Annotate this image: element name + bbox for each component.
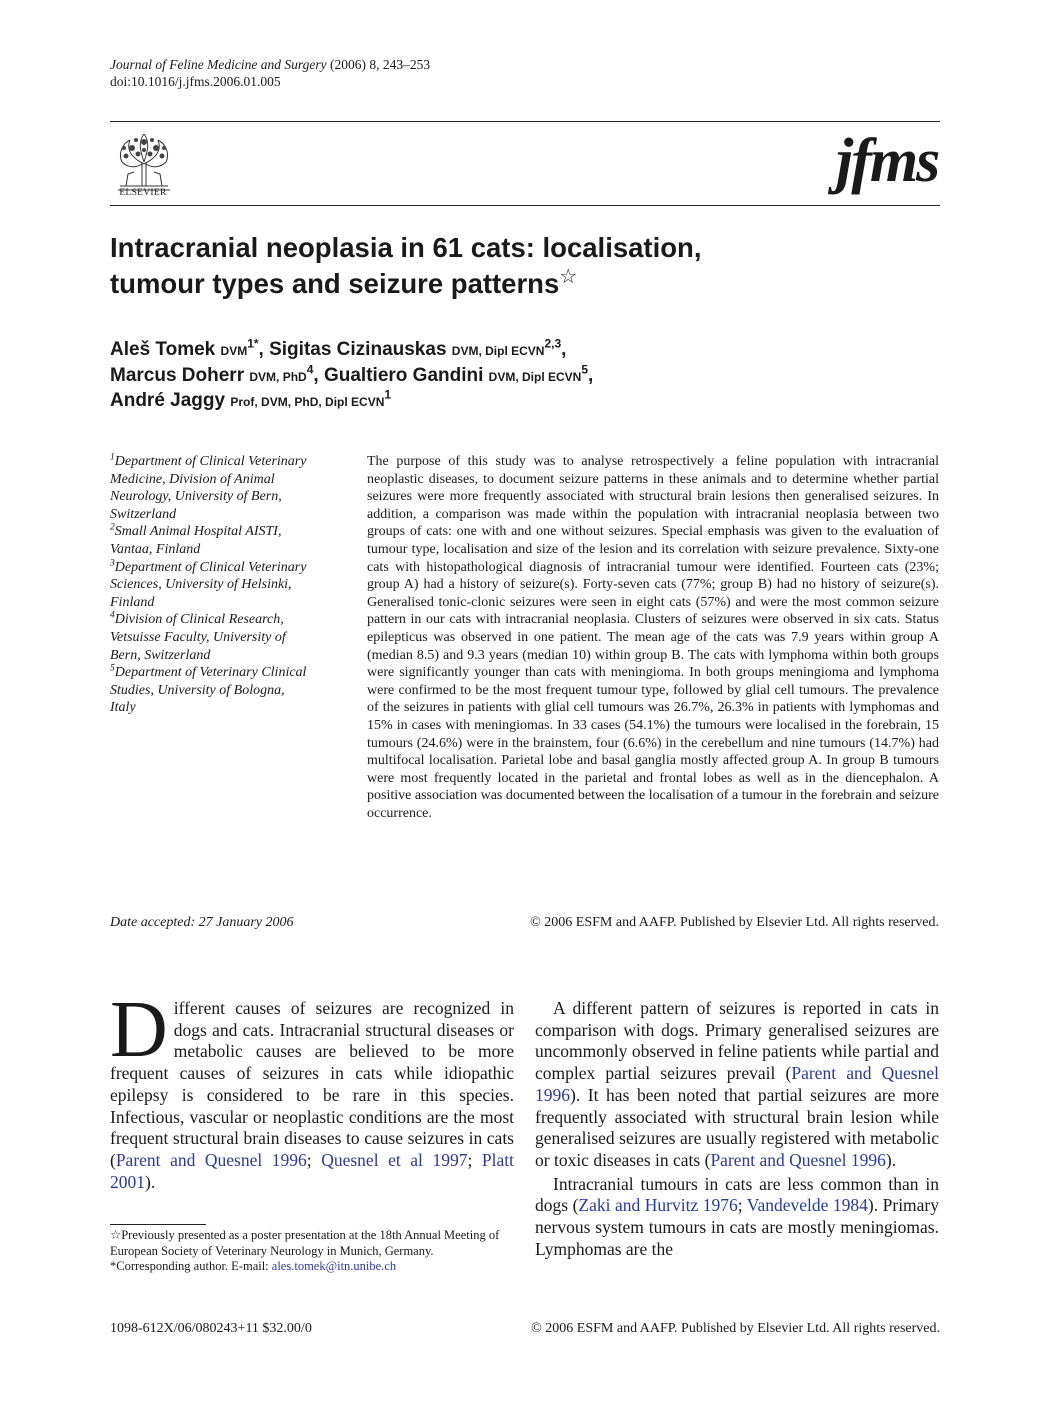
author-affiliation-sup[interactable]: 1 xyxy=(384,387,392,402)
citation-link[interactable]: Platt 2001 xyxy=(110,1149,514,1192)
citation-link[interactable]: Zaki and Hurvitz 1976 xyxy=(578,1195,738,1216)
author-name: Sigitas Cizinauskas xyxy=(269,339,447,360)
doi[interactable]: doi:10.1016/j.jfms.2006.01.005 xyxy=(110,74,281,89)
journal-reference xyxy=(110,56,430,90)
author-affiliation-sup[interactable]: 5 xyxy=(581,362,589,377)
footnote-star: ☆ xyxy=(110,1228,122,1242)
title-line-1: Intracranial neoplasia in 61 cats: localisation, xyxy=(110,232,702,263)
footnote-rule xyxy=(110,1224,206,1225)
author-name: André Jaggy xyxy=(110,390,226,411)
author-list: Aleš Tomek $DVM^{1*}$, Sigitas Cizinauskas DVM, Dipl ECVN$^{2,3}$, Marcus Doherr DVM, PhD$^4$, Gualtiero Gandini DVM, Dipl ECVN$^5$, André Jaggy Prof, DVM, PhD, Dipl ECVN$^1$ xyxy=(110,336,594,411)
affiliation-item: $^4$Division of Clinical Research, xyxy=(110,610,284,628)
body-column-left xyxy=(110,986,514,1193)
affiliation-item: $^5$Department of Veterinary Clinical xyxy=(110,663,307,681)
author-name: Aleš Tomek xyxy=(110,339,216,360)
footer-issn: 1098-612X/06/080243+11 $32.00/0 xyxy=(110,1321,312,1336)
body-paragraph: Different causes of seizures are recognized in dogs and cats. Intracranial structural diseases or metabolic causes are believed to be more frequent causes of seizures in cats while idiopathic epilepsy is considered to be rare in this species. Infectious, vascular or neoplastic conditions are the most frequent structural brain diseases to cause seizures in cats (Parent and Quesnel 1996; Quesnel et al 1997; Platt 2001). xyxy=(110,986,514,1192)
journal-name: Journal of Feline Medicine and Surgery xyxy=(110,57,327,72)
jfms-logo: jfms xyxy=(836,127,939,195)
header-bottom-rule xyxy=(110,205,940,206)
title-line-2: tumour types and seizure patterns xyxy=(110,268,560,299)
footnotes xyxy=(110,1228,514,1275)
citation-link[interactable]: Parent and Quesnel 1996 xyxy=(115,1149,307,1170)
elsevier-wordmark: ELSEVIER xyxy=(119,188,167,198)
affiliation-item: $^1$Department of Clinical Veterinary xyxy=(110,452,307,469)
footer-copyright: © 2006 ESFM and AAFP. Published by Elsevier Ltd. All rights reserved. xyxy=(531,1321,940,1336)
citation-link[interactable]: Parent and Quesnel 1996 xyxy=(710,1149,886,1170)
affiliation-item: $^3$Department of Clinical Veterinary xyxy=(110,557,307,575)
author-degrees: Prof, DVM, PhD, Dipl ECVN xyxy=(230,395,385,409)
author-degrees: DVM, PhD xyxy=(249,369,307,384)
author-degrees: DVM xyxy=(220,344,248,358)
footnote-presented: ☆Previously presented as a poster presentation at the 18th Annual Meeting of European Society of Veterinary Neurology in Munich, Germany. xyxy=(110,1228,500,1258)
body-paragraph: A different pattern of seizures is reported in cats in comparison with dogs. Primary generalised seizures are uncommonly observed in feline patients while partial and complex partial seizures prevail (Parent and Quesnel 1996). It has been noted that partial seizures are more frequently associated with structural brain lesion while generalised seizures are usually registered with metabolic or toxic diseases in cats (Parent and Quesnel 1996). xyxy=(535,998,939,1170)
email-link[interactable]: ales.tomek@itn.unibe.ch xyxy=(271,1259,397,1274)
author-degrees: DVM, Dipl ECVN xyxy=(451,344,545,358)
date-accepted: Date accepted: 27 January 2006 xyxy=(110,915,294,930)
affiliations: $^1$Department of Clinical Veterinary Medicine, Division of Animal Neurology, University of Bern, Switzerland $^2$Small Animal Hospital AISTI, Vantaa, Finland $^3$Department of Clinical Veterinary Sciences, University of Helsinki, Finland $^4$Division of Clinical Research, Vetsuisse Faculty, University of Bern, Switzerland $^5$Department of Veterinary Clinical Studies, University of Bologna, Italy xyxy=(110,453,350,717)
author-name: Marcus Doherr xyxy=(110,364,245,386)
citation-link[interactable]: Vandevelde 1984 xyxy=(746,1195,868,1216)
author-affiliation-sup[interactable]: 4 xyxy=(306,362,314,377)
article-title xyxy=(110,230,950,302)
journal-citation: (2006) 8, 243–253 xyxy=(329,57,431,72)
author-degrees: DVM, Dipl ECVN xyxy=(488,369,582,384)
abstract-copyright: © 2006 ESFM and AAFP. Published by Elsevier Ltd. All rights reserved. xyxy=(530,915,939,930)
citation-link[interactable]: Quesnel et al 1997 xyxy=(321,1149,468,1170)
footnote-corresponding: *Corresponding author. E-mail: ales.tomek@itn.unibe.ch xyxy=(110,1259,397,1274)
body-paragraph: Intracranial tumours in cats are less common than in dogs (Zaki and Hurvitz 1976; Vandevelde 1984). Primary nervous system tumours in cats are mostly meningiomas. Lymphomas are the xyxy=(535,1173,940,1259)
citation-link[interactable]: Parent and Quesnel 1996 xyxy=(535,1063,939,1105)
abstract-text: The purpose of this study was to analyse retrospectively a feline population with intracranial neoplastic diseases, to document seizure patterns in these animals and to determine whether partial seizures were more frequently associated with structural brain lesions then generalised seizures. In addition, a comparison was made within the population with intracranial neoplasia between two groups of cats: one with and one without seizures. Special emphasis was given to the evaluation of tumour type, localisation and size of the lesion and its correlation with seizure prevalence. Sixty-one cats with histopathological diagnosis of intracranial tumour were identified. Fourteen cats (23%; group A) had a history of seizure(s). Forty-seven cats (77%; group B) had no history of seizure(s). Generalised tonic-clonic seizures were seen in eight cats (57%) and were the most common seizure pattern in our cats with intracranial neoplasia. Clusters of seizures were observed in six cats. Status epilepticus was observed in one patient. The mean age of the cats was 7.9 years within group A (median 8.5) and 9.3 years (median 10) within group B. The cats with lymphoma within both groups were significantly younger than cats with meningioma. In both groups meningioma and lymphoma were confirmed to be the most frequent tumour type, followed by glial cell tumours. The prevalence of the seizures in patients with glial cell tumours was 26.7%, 26.3% in patients with lymphomas and 15% in cases with meningiomas. In 33 cases (54.1%) the tumours were localised in the forebrain, 15 tumours (24.6%) were in the brainstem, four (6.6%) in the cerebellum and nine tumours (14.7%) had multifocal localisation. Parietal lobe and basal ganglia mostly affected group A. In group B tumours were most frequently located in the parietal and frontal lobes as well as in the diencephalon. A positive association was documented between the localisation of a tumour in the forebrain and seizure occurrence. xyxy=(367,454,939,821)
header-top-rule xyxy=(110,121,940,122)
author-affiliation-sup[interactable]: 1* xyxy=(247,336,259,351)
title-footnote-star[interactable]: ☆ xyxy=(559,265,578,288)
body-column-right xyxy=(535,998,939,1260)
author-affiliation-sup[interactable]: 2,3 xyxy=(544,336,562,351)
affiliation-item: $^2$Small Animal Hospital AISTI, xyxy=(110,522,282,540)
author-name: Gualtiero Gandini xyxy=(323,364,484,386)
drop-cap: D xyxy=(110,986,168,1074)
